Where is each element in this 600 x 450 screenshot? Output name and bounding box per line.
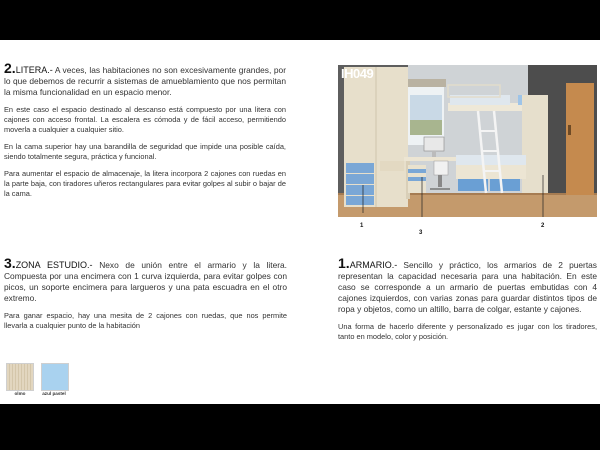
section-number: 2. xyxy=(4,60,16,76)
paragraph: En la cama superior hay una barandilla de seguridad que impide una posible caída, siendo totalmente segura, práctica y funcional. xyxy=(4,142,286,161)
section-title: LITERA.- xyxy=(15,65,53,75)
swatch-olmo xyxy=(6,363,34,391)
swatch-label-olmo: olmo xyxy=(14,391,26,396)
paragraph: Una forma de hacerlo diferente y personalizado es jugar con los tiradores, tanto en modelo, color y posición. xyxy=(338,322,597,341)
bedroom-photo xyxy=(338,65,597,217)
section-armario xyxy=(338,255,597,349)
section-number: 3. xyxy=(4,255,16,271)
section-armario-heading xyxy=(338,255,597,315)
section-title: ZONA ESTUDIO.- xyxy=(15,260,93,270)
section-litera-heading xyxy=(4,60,286,98)
section-intro: A veces, las habitaciones no son excesivamente grandes, por lo que debemos de recurrir a sistemas de amueblamiento que nos permitan la misma funcionalidad en un espacio menor. xyxy=(4,65,286,97)
swatch-azul-pastel xyxy=(41,363,69,391)
paragraph: Para ganar espacio, hay una mesita de 2 cajones con ruedas, que nos permite llevarla a cualquier punto de la habitación xyxy=(4,311,287,330)
callout-3: 3 xyxy=(419,230,423,236)
section-litera xyxy=(4,60,286,206)
paragraph: En este caso el espacio destinado al descanso está compuesto por una litera con cajones con acceso frontal. La escalera es cómoda y de fácil acceso, permitiendo moverla a cualquier a cualquier sitio. xyxy=(4,105,286,134)
section-estudio xyxy=(4,255,288,338)
catalog-page xyxy=(0,40,600,404)
section-intro: Sencillo y práctico, los armarios de 2 puertas representan la capacidad necesaria para una habitación. En este caso se corresponde a un armario de puertas embutidas con 4 cajones izquierdos, con varias zonas para guardar distintos tipos de ropa y objetos, como un altillo, barra de colgar, estante y cajones. xyxy=(338,260,597,314)
paragraph: Para aumentar el espacio de almacenaje, la litera incorpora 2 cajones con ruedas en la parte baja, con tiradores uñeros rectangulares para evitar golpes al subir o bajar de la cama. xyxy=(4,169,286,198)
section-number: 1. xyxy=(338,255,350,271)
section-intro: Nexo de unión entre el armario y la litera. Compuesta por una encimera con 1 curva izquierda, para evitar golpes con picos, un soporte encimera para largueros y una pata escuadra en el otro extremo. xyxy=(4,260,288,303)
bedroom-illustration xyxy=(338,65,597,217)
section-title: ARMARIO.- xyxy=(349,260,398,270)
swatch-label-azul-pastel: azul pastel xyxy=(42,391,66,396)
callout-2: 2 xyxy=(541,223,545,229)
product-code: IH049 xyxy=(341,66,374,81)
callout-1: 1 xyxy=(360,223,364,229)
section-estudio-heading xyxy=(4,255,288,304)
